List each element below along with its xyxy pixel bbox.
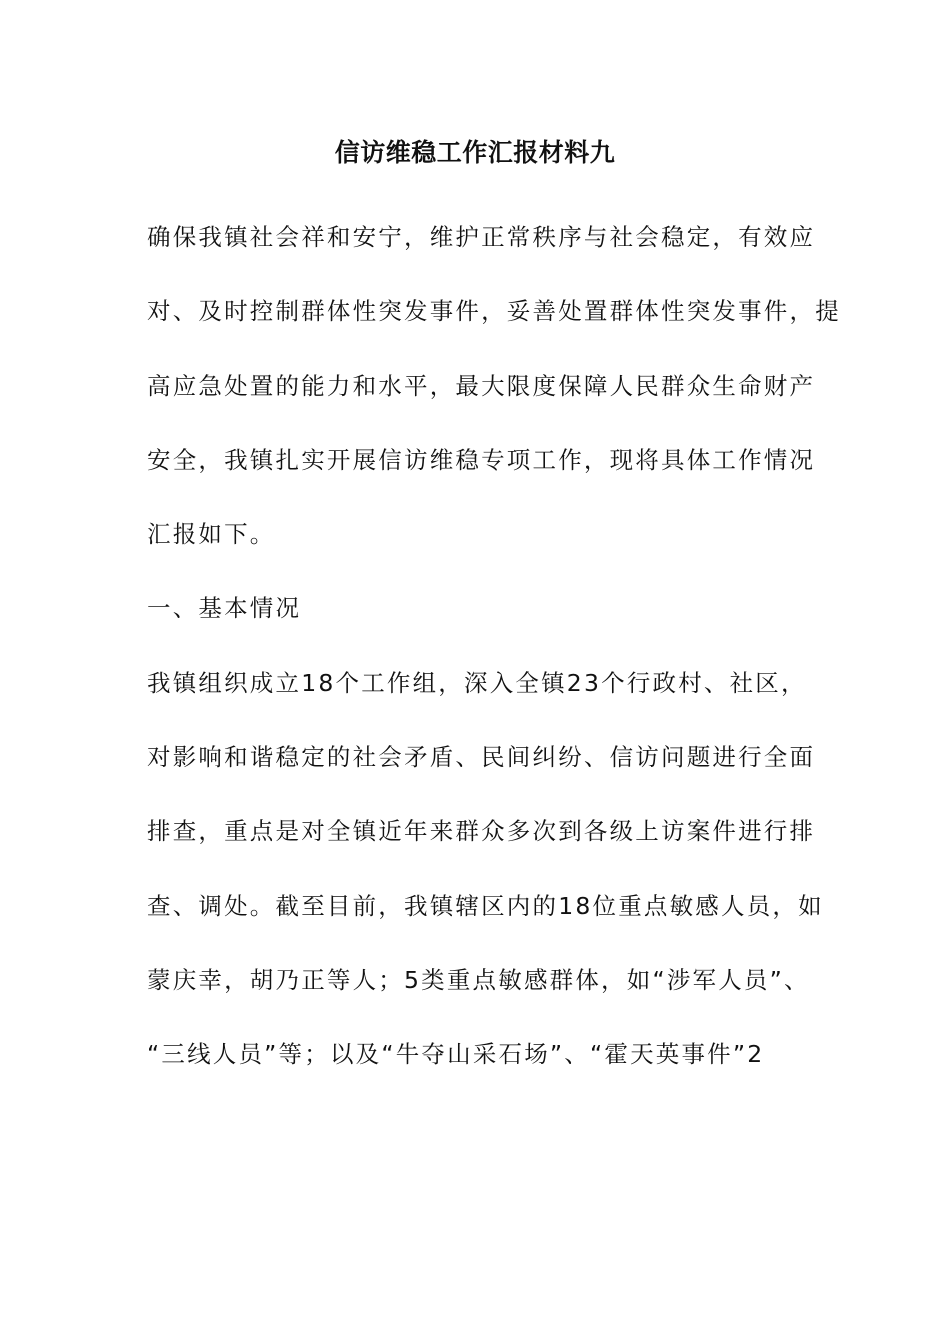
body-line: 确保我镇社会祥和安宁，维护正常秩序与社会稳定，有效应 <box>147 223 816 251</box>
body-line: 高应急处置的能力和水平，最大限度保障人民群众生命财产 <box>147 371 816 400</box>
section-heading: 一、基本情况 <box>147 594 302 623</box>
body-line: 查、调处。截至目前，我镇辖区内的18位重点敏感人员，如 <box>147 891 824 920</box>
body-line: “三线人员”等；以及“牛夺山采石场”、“霍天英事件”2 <box>147 1040 765 1069</box>
body-line: 对影响和谐稳定的社会矛盾、民间纠纷、信访问题进行全面 <box>147 743 816 772</box>
body-line: 汇报如下。 <box>147 520 276 549</box>
body-line: 蒙庆幸，胡乃正等人；5类重点敏感群体，如“涉军人员”、 <box>147 965 810 994</box>
body-line: 排查，重点是对全镇近年来群众多次到各级上访案件进行排 <box>147 817 816 846</box>
body-line: 安全，我镇扎实开展信访维稳专项工作，现将具体工作情况 <box>147 445 816 474</box>
body-line: 我镇组织成立18个工作组，深入全镇23个行政村、社区， <box>147 668 807 697</box>
document-body <box>147 215 841 1107</box>
document-title: 信访维稳工作汇报材料九 <box>334 138 616 167</box>
body-line: 对、及时控制群体性突发事件，妥善处置群体性突发事件，提 <box>147 297 841 326</box>
